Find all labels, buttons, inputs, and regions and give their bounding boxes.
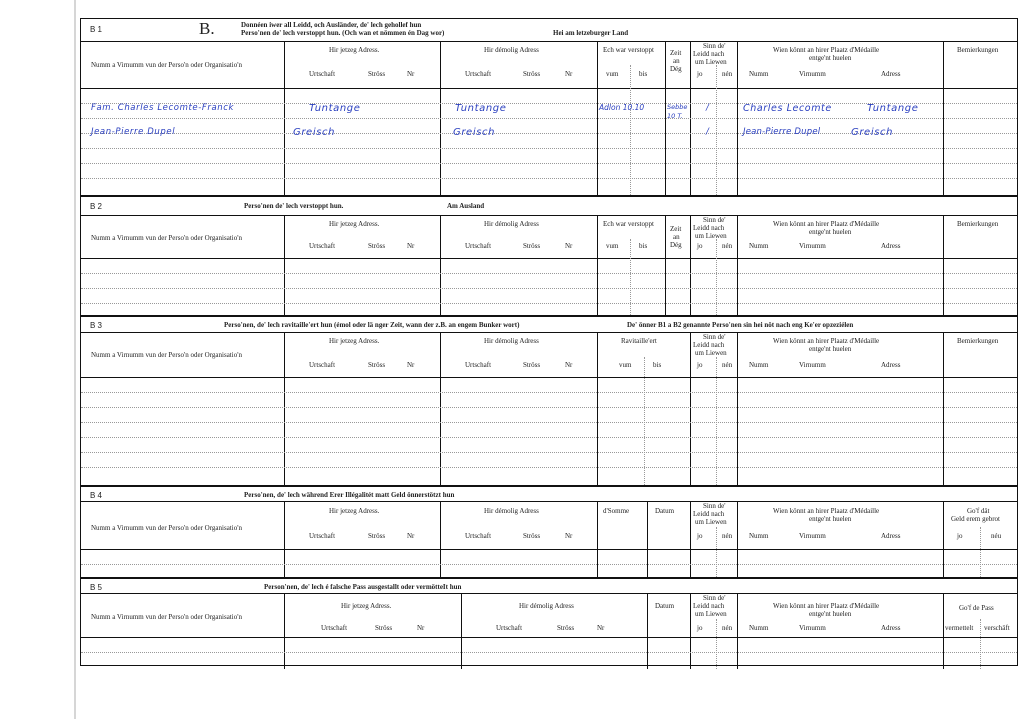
section-title: Donnéen iwer all Leidd, och Ausländer, de' lech gehollef hun [241, 21, 422, 29]
column-header-date: Datum [655, 507, 675, 515]
entry-alive: / [706, 103, 710, 113]
column-header-current-address: Hir jetzeg Adress. [329, 337, 380, 345]
subheader-surname: Numm [749, 242, 769, 250]
subheader-to: bis [653, 361, 662, 369]
section-b5 [81, 577, 1017, 667]
section-note: De' önner B1 a B2 genannte Perso'nen sin hei nöt nach eng Ke'er opzeziélen [627, 321, 854, 329]
subheader-number: Nr [565, 242, 573, 250]
subheader-town: Urtschaft [309, 70, 336, 78]
subheader-to: bis [639, 242, 648, 250]
column-header-money-returned: Go'f dät [967, 507, 990, 515]
subheader-street: Ströss [368, 361, 386, 369]
subheader-surname: Numm [749, 361, 769, 369]
column-header-sum: d'Somme [603, 507, 630, 515]
subheader-town: Urtschaft [309, 361, 336, 369]
column-header-medal: Wien könnt an hirer Plaatz d'Médaille [773, 507, 880, 515]
column-header-alive: Leidd nach [693, 224, 725, 232]
section-code: B 2 [90, 202, 103, 211]
subheader-number: Nr [565, 532, 573, 540]
section-b3 [81, 315, 1017, 485]
column-header-medal: entge'nt huelen [809, 345, 852, 353]
column-header-supplied: Ravitaille'ert [621, 337, 657, 345]
column-header-medal: entge'nt huelen [809, 228, 852, 236]
section-code: B 4 [90, 491, 103, 500]
section-location: Hei am letzeburger Land [553, 29, 629, 37]
entry-medal-name: Charles Lecomte [743, 103, 832, 114]
column-header-alive: Sinn de' [703, 502, 726, 510]
column-header-alive: Sinn de' [703, 594, 726, 602]
column-header-alive: Leidd nach [693, 602, 725, 610]
entry-time: Sebbe 10 T. [667, 103, 688, 120]
column-header-alive: Sinn de' [703, 333, 726, 341]
subheader-no: nén [722, 532, 733, 540]
subheader-number: Nr [565, 70, 573, 78]
subheader-firstname: Virnumm [799, 532, 826, 540]
entry-medal-name: Jean-Pierre Dupel [743, 127, 821, 137]
form-frame [80, 18, 1018, 666]
column-header-medal: Wien könnt an hirer Plaatz d'Médaille [773, 46, 880, 54]
subheader-street: Ströss [523, 70, 541, 78]
column-header-alive: Leidd nach [693, 510, 725, 518]
column-header-alive: Leidd nach [693, 341, 725, 349]
column-header-medal: entge'nt huelen [809, 54, 852, 62]
subheader-yes: jo [697, 532, 703, 540]
entry-hidden-from: Adlon 10.10 [599, 103, 645, 112]
subheader-town: Urtschaft [465, 70, 492, 78]
subheader-number: Nr [407, 70, 415, 78]
section-code: B 1 [90, 25, 103, 34]
subheader-from: vum [606, 70, 619, 78]
subheader-address: Adress [881, 532, 901, 540]
section-title: Perso'nen de' lech verstoppt hun. [244, 202, 344, 210]
entry-medal-place: Greisch [851, 127, 894, 138]
column-header-current-address: Hir jetzeg Adress. [341, 602, 392, 610]
column-header-name: Numm a Virnumm vun der Perso'n oder Organisatio'n [91, 524, 242, 532]
column-header-alive: um Liewen [695, 610, 727, 618]
column-header-current-address: Hir jetzeg Adress. [329, 507, 380, 515]
subheader-town: Urtschaft [309, 242, 336, 250]
entry-name: Jean-Pierre Dupel [91, 127, 176, 137]
subheader-yes: jo [697, 70, 703, 78]
subheader-yes: jo [697, 361, 703, 369]
subheader-firstname: Virnumm [799, 242, 826, 250]
subheader-yes: jo [697, 242, 703, 250]
subheader-street: Ströss [523, 361, 541, 369]
subheader-no: nén [722, 70, 733, 78]
column-header-hidden: Ech war verstoppt [603, 220, 654, 228]
entry-alive: / [706, 127, 710, 137]
subheader-number: Nr [417, 624, 425, 632]
column-header-name: Numm a Virnumm vun der Perso'n oder Organisatio'n [91, 234, 242, 242]
column-header-current-address: Hir jetzeg Adress. [329, 46, 380, 54]
section-b4 [81, 485, 1017, 577]
column-header-passport: Go'f de Pass [959, 604, 994, 612]
subheader-no: nén [722, 624, 733, 632]
column-header-time: an [673, 233, 680, 241]
subheader-address: Adress [881, 361, 901, 369]
column-header-previous-address: Hir démolig Adress [484, 220, 539, 228]
subheader-no: nén [722, 242, 733, 250]
subheader-surname: Numm [749, 70, 769, 78]
column-header-previous-address: Hir démolig Adress [484, 337, 539, 345]
section-subtitle: Perso'nen de' lech verstoppt hun. (Och wan et nömmen én Dag wor) [241, 29, 445, 37]
column-header-alive: Sinn de' [703, 42, 726, 50]
column-header-medal: Wien könnt an hirer Plaatz d'Médaille [773, 220, 880, 228]
column-header-name: Numm a Virnumm vun der Perso'n oder Organisatio'n [91, 613, 242, 621]
subheader-address: Adress [881, 242, 901, 250]
subheader-street: Ströss [523, 532, 541, 540]
column-header-current-address: Hir jetzeg Adress. [329, 220, 380, 228]
section-location: Am Ausland [447, 202, 485, 210]
entry-name: Fam. Charles Lecomte-Franck [91, 103, 235, 113]
column-header-time: Zeit [670, 49, 682, 57]
subheader-address: Adress [881, 70, 901, 78]
subheader-no: nén [722, 361, 733, 369]
subheader-town: Urtschaft [465, 532, 492, 540]
subheader-firstname: Virnumm [799, 361, 826, 369]
subheader-town: Urtschaft [309, 532, 336, 540]
column-header-medal: entge'nt huelen [809, 515, 852, 523]
subheader-address: Adress [881, 624, 901, 632]
subheader-street: Ströss [375, 624, 393, 632]
subheader-procured: verschäft [984, 624, 1010, 632]
section-code: B 3 [90, 321, 103, 330]
column-header-time: an [673, 57, 680, 65]
section-title: Perso'nen, de' lech während Erer Illégalitét matt Geld önnerstötzt hun [244, 491, 455, 499]
subheader-number: Nr [597, 624, 605, 632]
section-b2 [81, 195, 1017, 315]
subheader-street: Ströss [557, 624, 575, 632]
subheader-street: Ströss [368, 532, 386, 540]
subheader-number: Nr [407, 532, 415, 540]
subheader-town: Urtschaft [496, 624, 523, 632]
column-header-time: Zeit [670, 225, 682, 233]
column-header-alive: um Liewen [695, 349, 727, 357]
entry-previous-address: Greisch [453, 127, 496, 138]
column-header-money-returned: Geld erem gebrot [951, 515, 1000, 523]
section-title: Person'nen, de' lech é falsche Pass ausgestallt oder vermötteIt hun [264, 583, 462, 591]
subheader-town: Urtschaft [465, 242, 492, 250]
subheader-from: vum [619, 361, 632, 369]
subheader-no: néu [991, 532, 1002, 540]
column-header-time: Dég [670, 241, 682, 249]
subheader-number: Nr [407, 361, 415, 369]
section-b1 [81, 19, 1017, 195]
column-header-remarks: Bemierkungen [957, 337, 999, 345]
subheader-yes: jo [697, 624, 703, 632]
subheader-town: Urtschaft [321, 624, 348, 632]
subheader-to: bis [639, 70, 648, 78]
subheader-number: Nr [407, 242, 415, 250]
subheader-street: Ströss [368, 70, 386, 78]
entry-current-address: Greisch [293, 127, 336, 138]
subheader-from: vum [606, 242, 619, 250]
column-header-alive: um Liewen [695, 58, 727, 66]
section-code: B 5 [90, 583, 103, 592]
subheader-town: Urtschaft [465, 361, 492, 369]
subheader-number: Nr [565, 361, 573, 369]
column-header-remarks: Bemierkungen [957, 46, 999, 54]
subheader-arranged: vermettelt [945, 624, 974, 632]
page-fold [74, 0, 76, 719]
entry-current-address: Tuntange [309, 103, 361, 114]
subheader-surname: Numm [749, 624, 769, 632]
column-header-time: Dég [670, 65, 682, 73]
column-header-name: Numm a Virnumm vun der Perso'n oder Organisatio'n [91, 351, 242, 359]
column-header-remarks: Bemierkungen [957, 220, 999, 228]
column-header-alive: um Liewen [695, 518, 727, 526]
subheader-surname: Numm [749, 532, 769, 540]
column-header-hidden: Ech war verstoppt [603, 46, 654, 54]
entry-previous-address: Tuntange [455, 103, 507, 114]
column-header-name: Numm a Virnumm vun der Perso'n oder Organisatio'n [91, 61, 242, 69]
subheader-firstname: Virnumm [799, 624, 826, 632]
column-header-medal: Wien könnt an hirer Plaatz d'Médaille [773, 602, 880, 610]
subheader-firstname: Virnumm [799, 70, 826, 78]
column-header-previous-address: Hir démolig Adress [484, 507, 539, 515]
entry-medal-place: Tuntange [867, 103, 919, 114]
column-header-alive: Leidd nach [693, 50, 725, 58]
column-header-previous-address: Hir démolig Adress [484, 46, 539, 54]
column-header-medal: entge'nt huelen [809, 610, 852, 618]
subheader-yes: jo [957, 532, 963, 540]
section-title: Perso'nen, de' lech ravitaille'ert hun (émol oder lä nger Zeit, wann der z.B. an engem Bunker wort) [224, 321, 520, 329]
column-header-previous-address: Hir démolig Adress [519, 602, 574, 610]
section-letter: B. [199, 19, 215, 38]
column-header-date: Datum [655, 602, 675, 610]
column-header-alive: Sinn de' [703, 216, 726, 224]
column-header-medal: Wien könnt an hirer Plaatz d'Médaille [773, 337, 880, 345]
subheader-street: Ströss [368, 242, 386, 250]
column-header-alive: um Liewen [695, 232, 727, 240]
subheader-street: Ströss [523, 242, 541, 250]
